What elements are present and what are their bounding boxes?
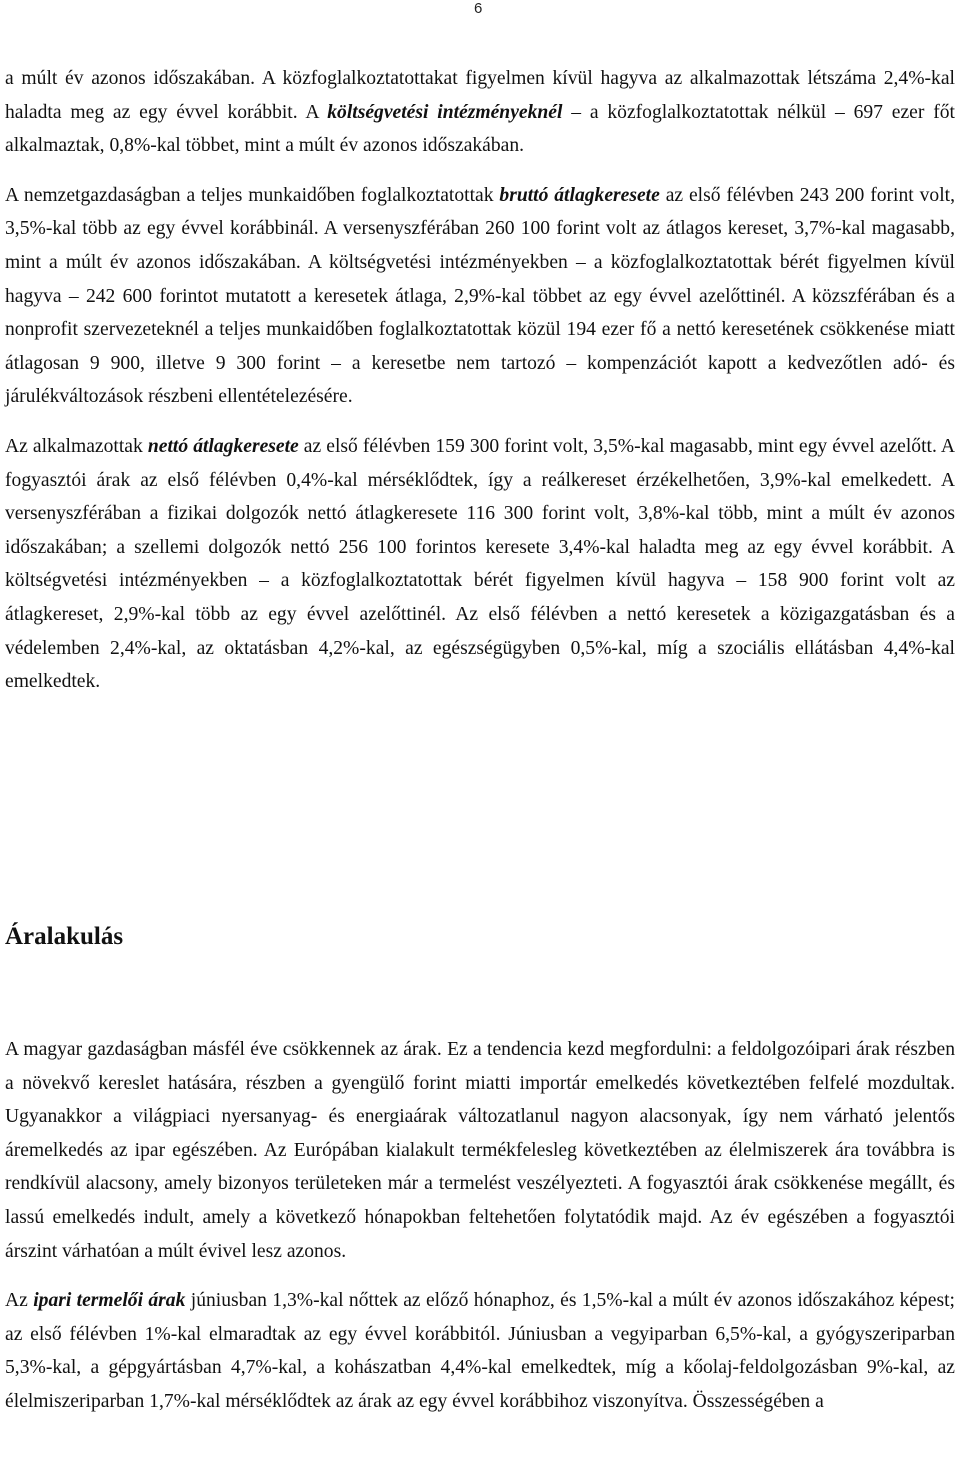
prices-section xyxy=(5,1033,955,1419)
emphasis-text: bruttó átlagkeresete xyxy=(499,184,660,206)
emphasis-text: ipari termelői árak xyxy=(33,1290,186,1312)
paragraph-gross-earnings xyxy=(5,179,955,414)
paragraph-text: a múlt év azonos időszakában. A közfoglalkoztatottakat figyelmen kívül hagyva az alkalmazottak létszáma 2,4%-kal haladta meg az egy évvel korábbit. A xyxy=(5,68,955,123)
paragraph-prices: A magyar gazdaságban másfél éve csökkennek az árak. Ez a tendencia kezd megfordulni: a feldolgozóipari árak részben a növekvő kereslet hatására, részben a gyengülő forint miatti importár emelkedés következtében felfelé mozdultak. Ugyanakkor a világpiaci nyersanyag- és energiaárak változatlanul nagyon alacsonyak, így nem várható jelentős áremelkedés az ipar egészében. Az Európában kialakult termékfelesleg következtében az élelmiszerek ára továbbra is rendkívül alacsony, amely bizonyos területeken már a termelést veszélyezteti. A fogyasztói árak csökkenése megállt, és lassú emelkedés indult, amely a következő hónapokban feltehetően folytatódik majd. Az év egészében a fogyasztói árszint várhatóan a múlt évivel lesz azonos. xyxy=(5,1039,955,1262)
paragraph-text: júniusban 1,3%-kal nőttek az előző hónaphoz, és 1,5%-kal a múlt év azonos időszakához képest; az első félévben 1%-kal elmaradtak az egy évvel korábbitól. Júniusban a vegyiparban 6,5%-kal, a gyógyszeriparban 5,3%-kal, a gépgyártásban 4,7%-kal, a kohászatban 4,4%-kal emelkedtek, míg a kőolaj-feldolgozásban 9%-kal, az élelmiszeriparban 1,7%-kal mérséklődtek az árak az egy évvel korábbihoz viszonyítva. Összességében a xyxy=(5,1290,956,1412)
paragraph-text: – a közfoglalkoztatottak nélkül – 697 ezer főt alkalmaztak, 0,8%-kal többet, mint a múlt év azonos időszakában. xyxy=(5,101,955,157)
paragraph-employment xyxy=(5,62,955,163)
paragraph-text: A nemzetgazdaságban a teljes munkaidőben foglalkoztatottak xyxy=(5,184,500,206)
paragraph-net-earnings xyxy=(5,430,955,699)
paragraph-producer-prices xyxy=(5,1284,955,1418)
paragraph-text: az első félévben 243 200 forint volt, 3,5%-kal több az egy évvel korábbinál. A versenyszférában 260 100 forint volt az átlagos kereset, 3,7%-kal magasabb, mint a múlt év azonos időszakában. A költségvetési intézményekben – a közfoglalkoztatottak bérét figyelmen kívül hagyva – 242 600 forintot mutatott a keresetek átlaga, 2,9%-kal többet az egy évvel azelőttinél. A közszférában és a nonprofit szervezeteknél a teljes munkaidőben foglalkoztatottak közül 194 ezer fő a nettó keresetének csökkenése miatt átlagosan 9 900, illetve 9 300 forint – a keresetbe nem tartozó – kompenzációt kapott a kedvezőtlen adó- és járulékváltozások részbeni ellentételezésére. xyxy=(5,184,955,408)
paragraph-text: Az xyxy=(5,1290,34,1312)
paragraph-text: az első félévben 159 300 forint volt, 3,5%-kal magasabb, mint egy évvel azelőtt. A fogyasztói árak az első félévben 0,4%-kal mérséklődtek, így a reálkereset érzékelhetően, 3,9%-kal emelkedett. A versenyszférában a fizikai dolgozók nettó átlagkeresete 116 300 forint volt, 3,8%-kal több, mint a múlt év azonos időszakában; a szellemi dolgozók nettó 256 100 forintos keresete 3,4%-kal haladta meg az egy évvel korábbit. A költségvetési intézményekben – a közfoglalkoztatottak bérét figyelmen kívül hagyva – 158 900 forint volt az átlagkereset, 2,9%-kal több az egy évvel azelőttinél. Az első félévben a nettó keresetek a közigazgatásban és a védelemben 2,4%-kal, az oktatásban 4,2%-kal, az egészségügyben 0,5%-kal, míg a szociális ellátásban 4,4%-kal emelkedtek. xyxy=(5,435,955,693)
emphasis-text: nettó átlagkeresete xyxy=(147,435,299,457)
section-heading: Áralakulás xyxy=(5,923,124,950)
page-number-text: 6 xyxy=(474,0,483,17)
paragraph-text: Az alkalmazottak xyxy=(5,435,148,457)
emphasis-text: költségvetési intézményeknél xyxy=(327,101,563,123)
main-content xyxy=(5,62,955,699)
